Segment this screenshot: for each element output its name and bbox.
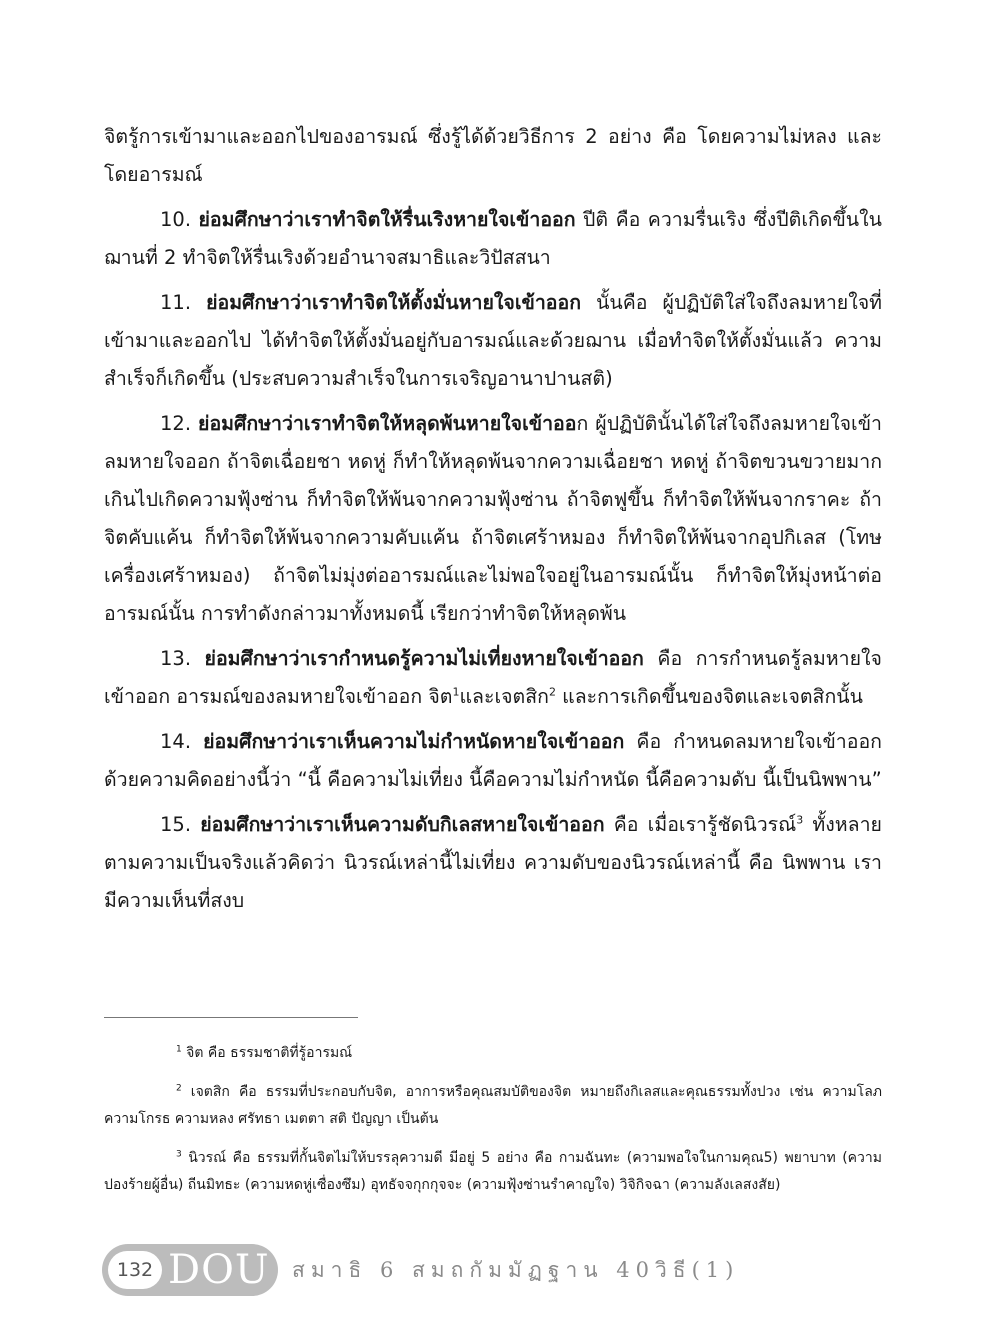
- dou-logo: DOU: [168, 1247, 270, 1293]
- footnote-mark: 2: [176, 1083, 182, 1094]
- paragraph-15: [104, 806, 882, 920]
- page-footer: [102, 1244, 902, 1296]
- footnote-mark: 3: [176, 1149, 182, 1160]
- footnote-divider: [104, 1017, 358, 1018]
- item-heading: ย่อมศึกษาว่าเราเห็นความดับกิเลสหายใจเข้าออก: [200, 813, 605, 836]
- footnote-3: [104, 1145, 882, 1199]
- item-heading: ย่อมศึกษาว่าเราทำจิตให้หลุดพ้นหายใจเข้าออ: [198, 412, 577, 435]
- paragraph-intro: [104, 118, 882, 194]
- paragraph-13: [104, 640, 882, 716]
- paragraph-text: และการเกิดขึ้นของจิตและเจตสิกนั้น: [555, 685, 863, 708]
- paragraph-text: และเจตสิก: [459, 685, 549, 708]
- footnotes: [104, 1040, 882, 1211]
- item-number: 13.: [160, 647, 205, 670]
- footnote-ref: 1: [452, 685, 460, 699]
- paragraph-text: คือ กำหนดลมหายใจเข้าออกด้วยความคิดอย่างนี้ว่า “นี้ คือความไม่เที่ยง นี้คือความไม่กำหนัด นี้คือความดับ นี้เป็นนิพพาน”: [104, 730, 882, 791]
- footnote-text: นิวรณ์ คือ ธรรมที่กั้นจิตไม่ให้บรรลุความดี มีอยู่ 5 อย่าง คือ กามฉันทะ (ความพอใจในกามคุณ5) พยาบาท (ความปองร้ายผู้อื่น) ถีนมิทธะ (ความหดหู่เซื่องซึม) อุทธัจจกุกกุจจะ (ความฟุ้งซ่านรำคาญใจ) วิจิกิจฉา (ความลังเลสงสัย): [104, 1150, 882, 1193]
- item-number: 15.: [160, 813, 201, 836]
- paragraph-10: [104, 201, 882, 277]
- footnote-ref: 3: [796, 813, 804, 827]
- item-heading: ย่อมศึกษาว่าเราเห็นความไม่กำหนัดหายใจเข้าออก: [203, 730, 625, 753]
- paragraph-11: [104, 284, 882, 398]
- item-number: 11.: [160, 291, 207, 314]
- page-number: 132: [108, 1251, 162, 1289]
- paragraph-text: จิตรู้การเข้ามาและออกไปของอารมณ์ ซึ่งรู้ได้ด้วยวิธีการ 2 อย่าง คือ โดยความไม่หลง และโดยอารมณ์: [104, 125, 882, 186]
- paragraph-14: [104, 723, 882, 799]
- footnote-text: จิต คือ ธรรมชาติที่รู้อารมณ์: [181, 1045, 353, 1061]
- paragraph-text: นั้นคือ ผู้ปฏิบัติใส่ใจถึงลมหายใจที่เข้ามาและออกไป ได้ทำจิตให้ตั้งมั่นอยู่กับอารมณ์และด้วยฌาน เมื่อทำจิตให้ตั้งมั่นแล้ว ความสำเร็จก็เกิดขึ้น (ประสบความสำเร็จในการเจริญอานาปานสติ): [104, 291, 882, 390]
- paragraph-text: ก ผู้ปฏิบัตินั้นได้ใส่ใจถึงลมหายใจเข้าลมหายใจออก ถ้าจิตเฉื่อยชา หดหู่ ก็ทำให้หลุดพ้นจากความเฉื่อยชา หดหู่ ถ้าจิตขวนขวายมากเกินไปเกิดความฟุ้งซ่าน ก็ทำจิตให้พ้นจากความฟุ้งซ่าน ถ้าจิตฟูขึ้น ก็ทำจิตให้พ้นจากราคะ ถ้าจิตคับแค้น ก็ทำจิตให้พ้นจากความคับแค้น ถ้าจิตเศร้าหมอง ก็ทำจิตให้พ้นจากอุปกิเลส (โทษเครื่องเศร้าหมอง) ถ้าจิตไม่มุ่งต่ออารมณ์และไม่พอใจอยู่ในอารมณ์นั้น ก็ทำจิตให้มุ่งหน้าต่ออารมณ์นั้น การทำดังกล่าวมาทั้งหมดนี้ เรียกว่าทำจิตให้หลุดพ้น: [104, 412, 882, 625]
- item-heading: ย่อมศึกษาว่าเราทำจิตให้รื่นเริงหายใจเข้าออก: [198, 208, 576, 231]
- item-heading: ย่อมศึกษาว่าเรากำหนดรู้ความไม่เที่ยงหายใจเข้าออก: [204, 647, 644, 670]
- paragraph-12: [104, 405, 882, 633]
- item-number: 14.: [160, 730, 204, 753]
- book-title: สมาธิ 6 สมถกัมมัฏฐาน 40วิธี(1): [292, 1258, 740, 1282]
- item-heading: ย่อมศึกษาว่าเราทำจิตให้ตั้งมั่นหายใจเข้าออก: [206, 291, 582, 314]
- footnote-text: เจตสิก คือ ธรรมที่ประกอบกับจิต, อาการหรือคุณสมบัติของจิต หมายถึงกิเลสและคุณธรรมทั้งปวง เช่น ความโลภ ความโกรธ ความหลง ศรัทธา เมตตา สติ ปัญญา เป็นต้น: [104, 1084, 882, 1127]
- footnote-mark: 1: [176, 1044, 182, 1055]
- footnote-ref: 2: [548, 685, 556, 699]
- footnote-2: [104, 1079, 882, 1133]
- paragraph-text: คือ เมื่อเรารู้ชัดนิวรณ์: [604, 813, 797, 836]
- item-number: 12.: [160, 412, 199, 435]
- footer-badge: [102, 1244, 278, 1296]
- paragraph-text: ปีติ คือ ความรื่นเริง ซึ่งปีติเกิดขึ้นในฌานที่ 2 ทำจิตให้รื่นเริงด้วยอำนาจสมาธิและวิปัสสนา: [104, 208, 882, 269]
- paragraph-text: คือ การกำหนดรู้ลมหายใจเข้าออก อารมณ์ของลมหายใจเข้าออก จิต: [104, 647, 882, 708]
- main-text: [104, 118, 882, 927]
- paragraph-text: ทั้งหลายตามความเป็นจริงแล้วคิดว่า นิวรณ์เหล่านี้ไม่เที่ยง ความดับของนิวรณ์เหล่านี้ คือ นิพพาน เรามีความเห็นที่สงบ: [104, 813, 882, 912]
- footnote-1: [104, 1040, 882, 1067]
- item-number: 10.: [160, 208, 199, 231]
